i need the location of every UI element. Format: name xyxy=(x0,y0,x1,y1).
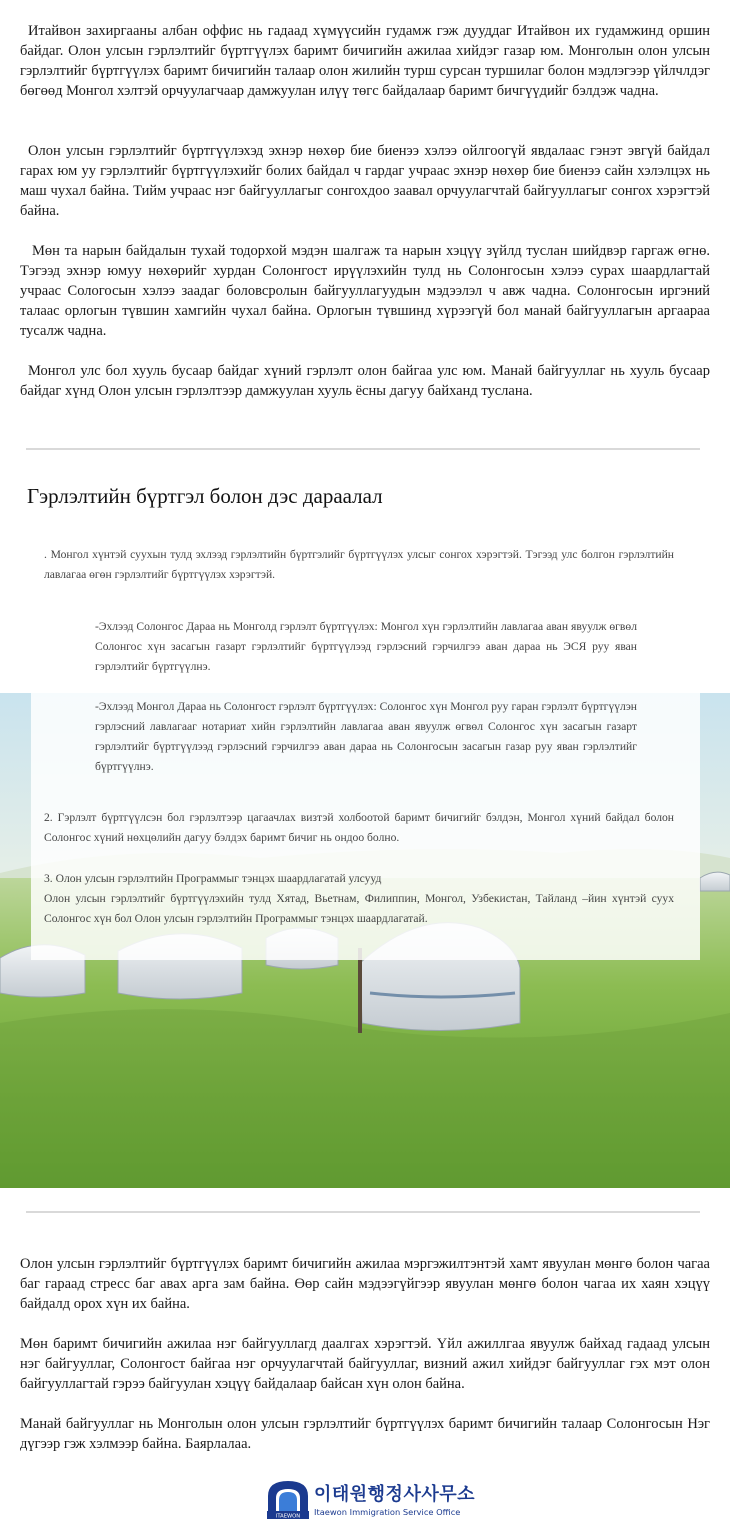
intro-paragraph-1: Итайвон захиргааны албан оффис нь гадаад хүмүүсийн гудамж гэж дууддаг Итайвон их гудамжинд оршин байдаг. Олон улсын гэрлэлтийг бүртгүүлэх баримт бичигийн ажилаа хийдэг газар юм. Монголын олон улсын гэрлэлтийг бүртгүүлэх баримт бичигийн талаар олон жилийн турш сурсан туршилаг болон мэдлэгээр үйлчлдэг бөгөөд Монгол хэлтэй орчуулагчаар дамжуулан илүү төгс байдалаар баримт бичгүүдийг бэлдэж чадна. xyxy=(20,23,710,99)
company-logo xyxy=(266,1478,475,1520)
procedure-sub-item-1: -Эхлээд Солонгос Дараа нь Монголд гэрлэлт бүртгүүлэх: Монгол хүн гэрлэлтийн лавлагаа аван явуулж өгвөл Солонгос хүн засагын газарт гэрлэлтийг бүртгүүлээд гэрлэсний гэрчилгээ аван дараа нь ЭСЯ руу яван гэрлэлтийг бүртгүүлнэ. xyxy=(95,620,637,673)
outro-paragraph-3: Манай байгууллаг нь Монголын олон улсын гэрлэлтийг бүртгүүлэх баримт бичигийн талаар Солонгосын Нэг дүгээр гэж хэлмээр байна. Баярлалаа. xyxy=(20,1416,710,1452)
svg-text:ITAEWON: ITAEWON xyxy=(275,1513,301,1520)
outro-paragraph-1: Олон улсын гэрлэлтийг бүртгүүлэх баримт бичигийн ажилаа мэргэжилтэнтэй хамт явуулан мөнгө болон чагаа баг гараад стресс баг авах арга зам байна. Өөр сайн мэдээгүйгээр явуулан мөнгө болон чагаа их хаян хэцүү байдалд орох хүн их байна. xyxy=(20,1256,710,1312)
procedure-item-3-title: 3. Олон улсын гэрлэлтийн Программыг тэнцэх шаардлагатай улсууд xyxy=(44,872,382,885)
procedure-item-3-body: Олон улсын гэрлэлтийг бүртгүүлэхийн тулд Хятад, Вьетнам, Филиппин, Монгол, Узбекистан, Тайланд –йин хүнтэй суух Солонгос хүн бол Олон улсын гэрлэлтийн Программыг тэнцэх шаардлагатай. xyxy=(44,892,674,925)
logo-english-name: Itaewon Immigration Service Office xyxy=(314,1507,461,1517)
procedure-item-2: 2. Гэрлэлт бүртгүүлсэн бол гэрлэлтээр цагаачлах визтэй холбоотой баримт бичигийг бэлдэн, Монгол хүний байдал болон Солонгос хүний нөхцөлийн дагуу бэлдэх баримт бичиг нь ондоо болно. xyxy=(44,811,674,844)
intro-paragraph-4: Монгол улс бол хууль бусаар байдаг хүний гэрлэлт олон байгаа улс юм. Манай байгууллаг нь хууль бусаар байдаг хүнд Олон улсын гэрлэлтээр дамжуулан хууль ёсны дагуу байханд туслана. xyxy=(20,363,710,399)
intro-paragraph-2: Олон улсын гэрлэлтийг бүртгүүлэхэд эхнэр нөхөр бие биенээ хэлээ ойлгоогүй явдалаас гэнэт эвгүй байдал гарах юм уу гэрлэлтийг бүртгүүлэхийг болих байдал ч гардаг учраас эхнэр нөхөр бие биенээ сайн хэлэлцэх нь маш чухал байна. Тийм учраас нэг байгууллагыг сонгохдоо заавал орчуулагчтай байгууллагыг сонгох хэрэгтэй байна. xyxy=(20,143,710,219)
outro-paragraph-2: Мөн баримт бичигийн ажилаа нэг байгууллагд даалгах хэрэгтэй. Үйл ажиллгаа явуулж байхад гадаад улсын нэг байгууллаг, Солонгост байгаа нэг орчуулагчтай байгууллаг, визний ажил хийдэг байгууллаг гэх мэт олон байгууллагтай гэрээ байгуулан хэцүү байдалаар байсан хүн олон байна. xyxy=(20,1336,710,1392)
intro-paragraph-3: Мөн та нарын байдалын тухай тодорхой мэдэн шалгаж та нарын хэцүү зүйлд туслан шийдвэр гаргаж өгнө. Тэгээд эхнэр юмуу нөхөрийг хурдан Солонгост ирүүлэхийн тулд нь Солонгосын хэлээ сурах шаардлагтай учраас Сологосын хэлээ заадаг боловсролын байгууллагуудын мэдээлэл ч авж чадна. Солонгосын иргэний талаас орлогын түвшин хамгийн чухал байна. Орлогын түвшинд хүрээгүй бол манай байгууллагын аргаараа тусалж чадна. xyxy=(20,243,710,339)
procedure-sub-item-2: -Эхлээд Монгол Дараа нь Солонгост гэрлэлт бүртгүүлэх: Солонгос хүн Монгол руу гаран гэрлэлт бүртгүүлэн гэрлэсний лавлагааг нотариат хийн гэрлэлтийн лавлагаа аван явуулж өгвөл Солонгос хүн засагын газарт гэрлэлтийг бүртгүүлээд гэрлэсний гэрчилгээ аван дараа нь Солонгосын засагын газар руу яван гэрлэлтийг бүртгүүлнэ. xyxy=(95,700,637,773)
itaewon-arch-icon xyxy=(266,1478,310,1520)
logo-korean-name: 이태원행정사사무소 xyxy=(314,1484,475,1505)
divider-bottom xyxy=(26,1211,700,1213)
procedure-item-1: . Монгол хүнтэй суухын тулд эхлээд гэрлэлтийн бүртгэлийг бүртгүүлэх улсыг сонгох хэрэгтэй. Тэгээд улс болгон гэрлэлтийн лавлагаа өгөн гэрлэлтийг бүртгүүлэх хэрэгтэй. xyxy=(44,548,674,581)
section-title: Гэрлэлтийн бүртгэл болон дэс дараалал xyxy=(27,484,383,508)
divider-top xyxy=(26,448,700,450)
